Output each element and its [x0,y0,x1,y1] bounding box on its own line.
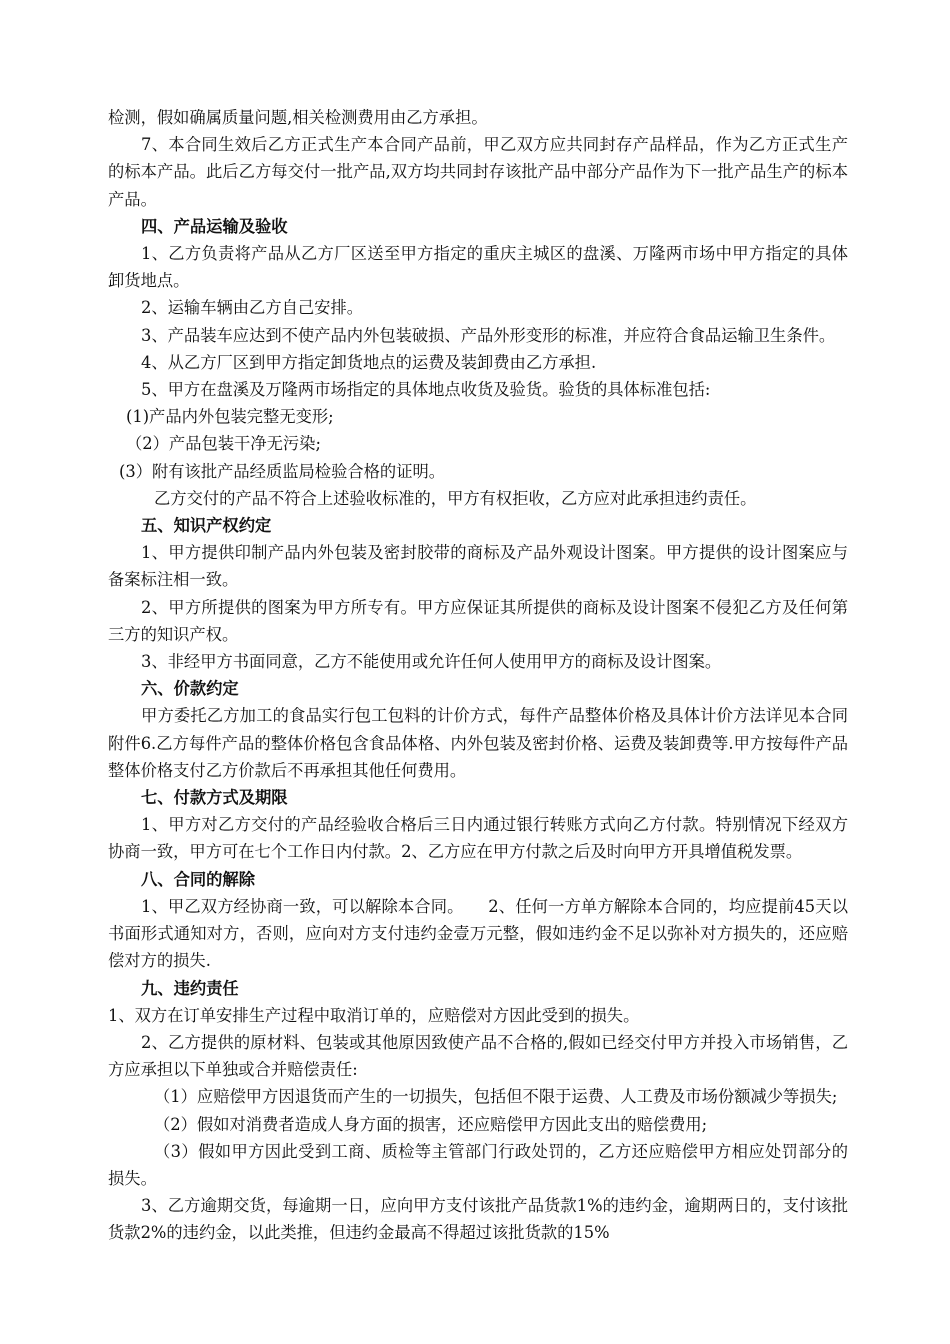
paragraph: 3、乙方逾期交货，每逾期一日，应向甲方支付该批产品货款1%的违约金，逾期两日的，支付该批货款2%的违约金，以此类推，但违约金最高不得超过该批货款的15% [108,1196,848,1243]
document-body [108,104,848,1247]
paragraph: 5、甲方在盘溪及万隆两市场指定的具体地点收货及验货。验货的具体标准包括: [141,380,711,400]
paragraph: 3、产品装车应达到不使产品内外包装破损、产品外形变形的标准，并应符合食品运输卫生条件。 [141,325,836,345]
list-item: (1)产品内外包装完整无变形; [126,407,334,427]
section-heading: 六、价款约定 [141,679,239,699]
paragraph: 1、甲方对乙方交付的产品经验收合格后三日内通过银行转账方式向乙方付款。特别情况下经双方协商一致，甲方可在七个工作日内付款。2、乙方应在甲方付款之后及时向甲方开具增值税发票。 [108,815,848,862]
paragraph: 1、双方在订单安排生产过程中取消订单的，应赔偿对方因此受到的损失。 [108,1005,640,1025]
paragraph: 4、从乙方厂区到甲方指定卸货地点的运费及装卸费由乙方承担. [141,352,597,372]
paragraph: 2、运输车辆由乙方自己安排。 [141,298,364,318]
list-item: （2）产品包装干净无污染; [126,434,321,454]
paragraph: 2、乙方提供的原材料、包装或其他原因致使产品不合格的,假如已经交付甲方并投入市场销售，乙方应承担以下单独或合并赔偿责任: [108,1032,848,1080]
section-heading: 九、违约责任 [141,978,239,998]
paragraph: 乙方交付的产品不符合上述验收标准的，甲方有权拒收，乙方应对此承担违约责任。 [154,488,757,508]
paragraph: 1、甲乙双方经协商一致，可以解除本合同。 2、任何一方单方解除本合同的，均应提前45天以书面形式通知对方，否则，应向对方支付违约金壹万元整，假如违约金不足以弥补对方损失的，还应赔偿对方的损失. [108,896,848,971]
paragraph: 1、乙方负责将产品从乙方厂区送至甲方指定的重庆主城区的盘溪、万隆两市场中甲方指定的具体卸货地点。 [108,244,848,291]
section-heading: 五、知识产权约定 [141,516,272,536]
list-item: （2）假如对消费者造成人身方面的损害，还应赔偿甲方因此支出的赔偿费用; [154,1114,708,1134]
paragraph: 检测，假如确属质量问题,相关检测费用由乙方承担。 [108,108,488,127]
list-item: (3）附有该批产品经质监局检验合格的证明。 [119,461,446,481]
paragraph: 2、甲方所提供的图案为甲方所专有。甲方应保证其所提供的商标及设计图案不侵犯乙方及任何第三方的知识产权。 [108,597,848,644]
list-item: （3）假如甲方因此受到工商、质检等主管部门行政处罚的，乙方还应赔偿甲方相应处罚部分的损失。 [108,1141,848,1188]
paragraph: 甲方委托乙方加工的食品实行包工包料的计价方式，每件产品整体价格及具体计价方法详见本合同附件6.乙方每件产品的整体价格包含食品体格、内外包装及密封价格、运费及装卸费等.甲方按每件产品整体价格支付乙方价款后不再承担其他任何费用。 [108,706,848,780]
paragraph: 1、甲方提供印制产品内外包装及密封胶带的商标及产品外观设计图案。甲方提供的设计图案应与备案标注相一致。 [108,543,848,590]
paragraph: 7、本合同生效后乙方正式生产本合同产品前，甲乙双方应共同封存产品样品，作为乙方正式生产的标本产品。此后乙方每交付一批产品,双方均共同封存该批产品中部分产品作为下一批产品生产的标本产品。 [108,135,848,209]
section-heading: 八、合同的解除 [141,869,255,889]
paragraph: 3、非经甲方书面同意，乙方不能使用或允许任何人使用甲方的商标及设计图案。 [141,652,722,672]
section-heading: 四、产品运输及验收 [141,216,288,236]
section-heading: 七、付款方式及期限 [141,788,288,808]
list-item: （1）应赔偿甲方因退货而产生的一切损失，包括但不限于运费、人工费及市场份额减少等损失; [154,1087,838,1107]
